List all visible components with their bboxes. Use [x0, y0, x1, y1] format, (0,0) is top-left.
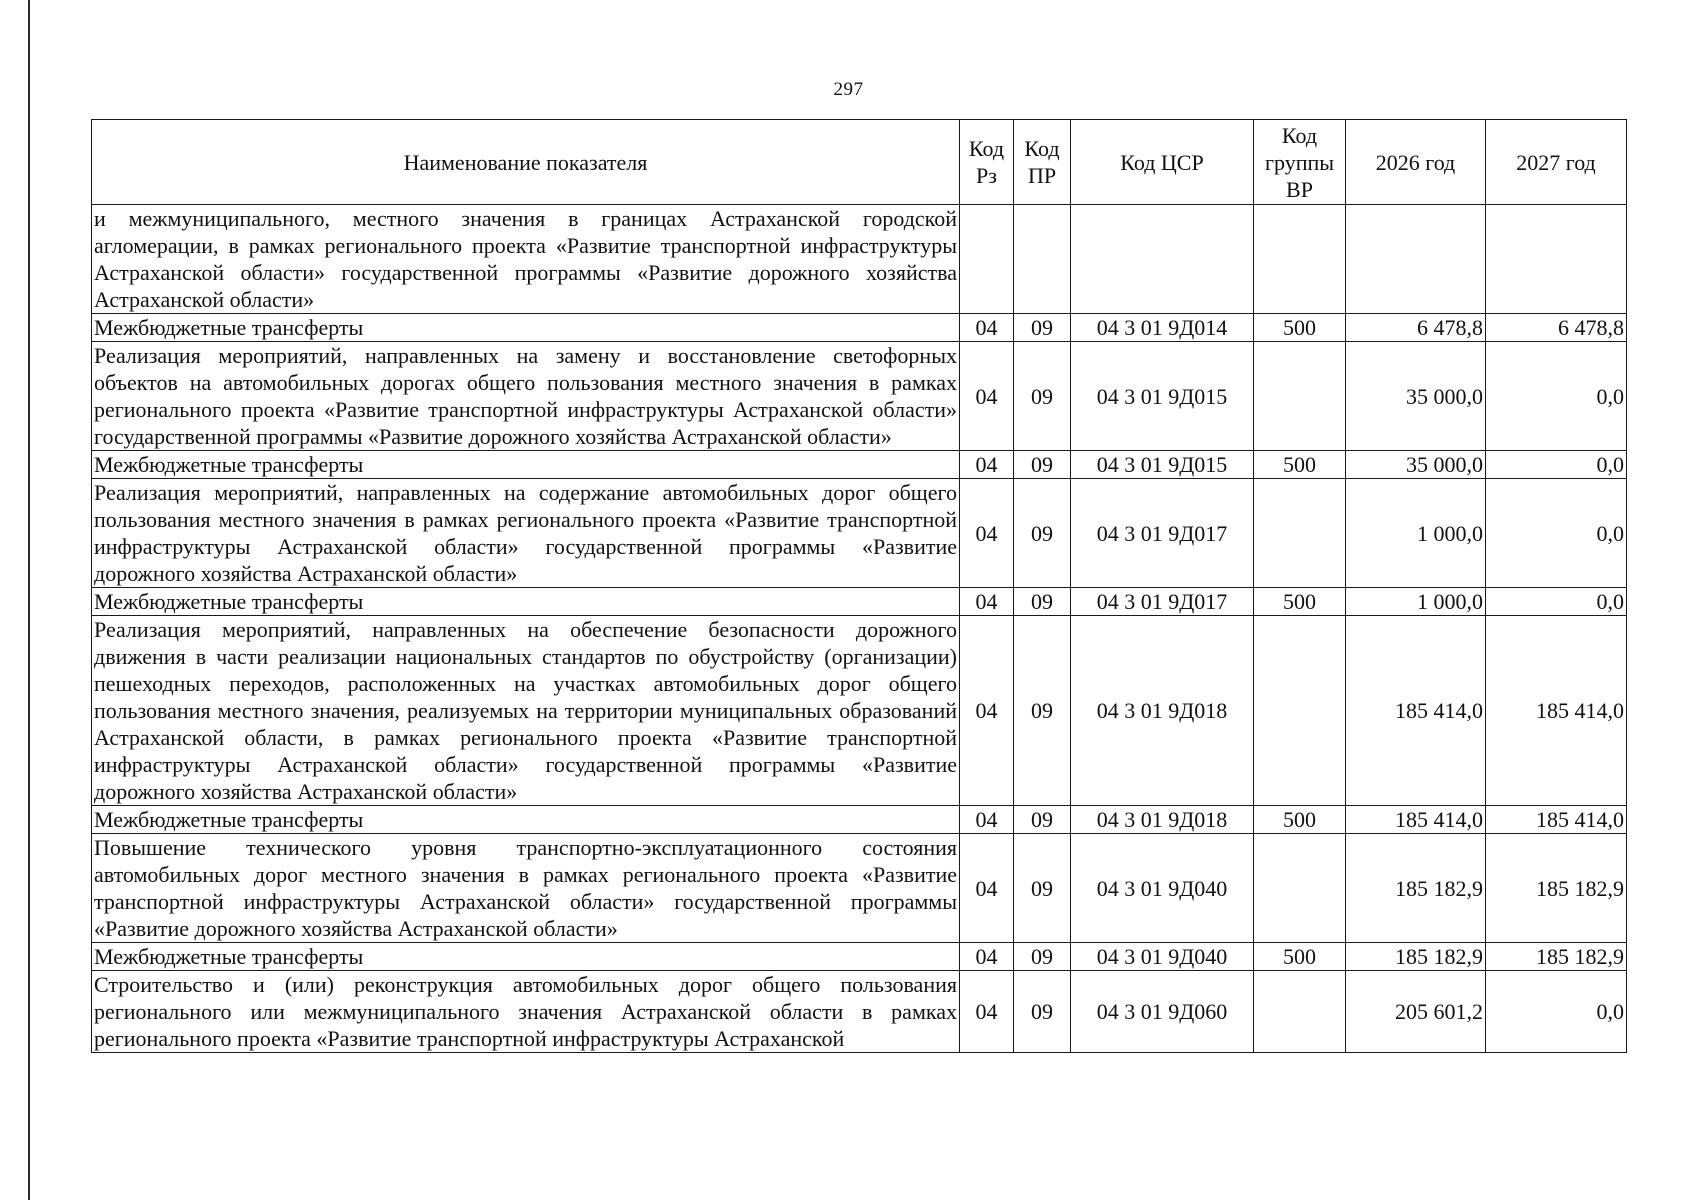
cell-vr: [1254, 479, 1346, 588]
cell-2027: 0,0: [1486, 342, 1627, 451]
cell-pr: 09: [1014, 616, 1071, 806]
cell-pr: [1014, 205, 1071, 314]
cell-2026: 1 000,0: [1346, 479, 1486, 588]
cell-csr: 04 3 01 9Д015: [1071, 342, 1254, 451]
cell-vr: 500: [1254, 451, 1346, 479]
cell-2027: 0,0: [1486, 479, 1627, 588]
cell-csr: [1071, 205, 1254, 314]
table-row: [92, 342, 1627, 451]
header-2026: 2026 год: [1346, 120, 1486, 205]
cell-pr: 09: [1014, 834, 1071, 943]
page-binding-line: [28, 0, 30, 1200]
cell-pr: 09: [1014, 451, 1071, 479]
cell-csr: 04 3 01 9Д060: [1071, 971, 1254, 1053]
header-vr: Код группы ВР: [1254, 120, 1346, 205]
cell-2027: 185 182,9: [1486, 943, 1627, 971]
cell-name: Межбюджетные трансферты: [92, 943, 960, 971]
cell-vr: [1254, 971, 1346, 1053]
table-row: [92, 205, 1627, 314]
cell-vr: [1254, 342, 1346, 451]
cell-pr: 09: [1014, 314, 1071, 342]
cell-rz: 04: [960, 806, 1014, 834]
cell-2027: 0,0: [1486, 588, 1627, 616]
cell-vr: 500: [1254, 588, 1346, 616]
table-row: [92, 943, 1627, 971]
cell-pr: 09: [1014, 342, 1071, 451]
cell-name: Реализация мероприятий, направленных на обеспечение безопасности дорожного движения в части реализации национальных стандартов по обустройству (организации) пешеходных переходов, расположенных на участках автомобильных дорог общего пользования местного значения, реализуемых на территории муниципальных образований Астраханской области, в рамках регионального проекта «Развитие транспортной инфраструктуры Астраханской области» государственной программы «Развитие дорожного хозяйства Астраханской области»: [92, 616, 960, 806]
cell-rz: 04: [960, 616, 1014, 806]
cell-name: Реализация мероприятий, направленных на замену и восстановление светофорных объектов на автомобильных дорогах общего пользования местного значения в рамках регионального проекта «Развитие транспортной инфраструктуры Астраханской области» государственной программы «Развитие дорожного хозяйства Астраханской области»: [92, 342, 960, 451]
table-row: [92, 479, 1627, 588]
cell-2026: 35 000,0: [1346, 342, 1486, 451]
table-row: [92, 971, 1627, 1053]
cell-name: Межбюджетные трансферты: [92, 451, 960, 479]
cell-csr: 04 3 01 9Д014: [1071, 314, 1254, 342]
cell-2026: 35 000,0: [1346, 451, 1486, 479]
cell-name: Межбюджетные трансферты: [92, 314, 960, 342]
cell-rz: 04: [960, 588, 1014, 616]
cell-rz: 04: [960, 451, 1014, 479]
page-number: 297: [833, 79, 864, 100]
cell-2026: 185 182,9: [1346, 834, 1486, 943]
cell-2027: 185 182,9: [1486, 834, 1627, 943]
table-row: [92, 588, 1627, 616]
header-pr: Код ПР: [1014, 120, 1071, 205]
cell-2026: [1346, 205, 1486, 314]
cell-vr: [1254, 834, 1346, 943]
header-csr: Код ЦСР: [1071, 120, 1254, 205]
cell-rz: 04: [960, 971, 1014, 1053]
cell-2027: 185 414,0: [1486, 616, 1627, 806]
cell-csr: 04 3 01 9Д018: [1071, 806, 1254, 834]
cell-pr: 09: [1014, 971, 1071, 1053]
cell-name: и межмуниципального, местного значения в границах Астраханской городской агломерации, в рамках регионального проекта «Развитие транспортной инфраструктуры Астраханской области» государственной программы «Развитие дорожного хозяйства Астраханской области»: [92, 205, 960, 314]
cell-2027: 0,0: [1486, 971, 1627, 1053]
cell-rz: 04: [960, 342, 1014, 451]
cell-vr: 500: [1254, 806, 1346, 834]
cell-vr: [1254, 616, 1346, 806]
budget-table: [91, 119, 1627, 1053]
cell-name: Межбюджетные трансферты: [92, 806, 960, 834]
header-name: Наименование показателя: [92, 120, 960, 205]
cell-vr: 500: [1254, 314, 1346, 342]
cell-name: Межбюджетные трансферты: [92, 588, 960, 616]
cell-2027: 185 414,0: [1486, 806, 1627, 834]
cell-rz: 04: [960, 943, 1014, 971]
cell-2026: 205 601,2: [1346, 971, 1486, 1053]
cell-csr: 04 3 01 9Д040: [1071, 834, 1254, 943]
cell-csr: 04 3 01 9Д017: [1071, 479, 1254, 588]
cell-2027: 0,0: [1486, 451, 1627, 479]
cell-vr: [1254, 205, 1346, 314]
cell-vr: 500: [1254, 943, 1346, 971]
table-row: [92, 806, 1627, 834]
cell-name: Строительство и (или) реконструкция автомобильных дорог общего пользования регионального или межмуниципального значения Астраханской области в рамках регионального проекта «Развитие транспортной инфраструктуры Астраханской: [92, 971, 960, 1053]
cell-rz: 04: [960, 479, 1014, 588]
table-row: [92, 616, 1627, 806]
cell-csr: 04 3 01 9Д015: [1071, 451, 1254, 479]
cell-csr: 04 3 01 9Д017: [1071, 588, 1254, 616]
cell-rz: 04: [960, 314, 1014, 342]
cell-2026: 6 478,8: [1346, 314, 1486, 342]
cell-2027: [1486, 205, 1627, 314]
cell-rz: 04: [960, 834, 1014, 943]
cell-pr: 09: [1014, 943, 1071, 971]
cell-csr: 04 3 01 9Д018: [1071, 616, 1254, 806]
table-header-row: [92, 120, 1627, 205]
cell-2026: 185 414,0: [1346, 806, 1486, 834]
table-row: [92, 314, 1627, 342]
header-2027: 2027 год: [1486, 120, 1627, 205]
cell-2026: 185 182,9: [1346, 943, 1486, 971]
cell-2026: 1 000,0: [1346, 588, 1486, 616]
cell-name: Повышение технического уровня транспортно-эксплуатационного состояния автомобильных дорог местного значения в рамках регионального проекта «Развитие транспортной инфраструктуры Астраханской области» государственной программы «Развитие дорожного хозяйства Астраханской области»: [92, 834, 960, 943]
header-rz: Код Рз: [960, 120, 1014, 205]
cell-2026: 185 414,0: [1346, 616, 1486, 806]
cell-csr: 04 3 01 9Д040: [1071, 943, 1254, 971]
cell-pr: 09: [1014, 479, 1071, 588]
cell-rz: [960, 205, 1014, 314]
cell-name: Реализация мероприятий, направленных на содержание автомобильных дорог общего пользования местного значения в рамках регионального проекта «Развитие транспортной инфраструктуры Астраханской области» государственной программы «Развитие дорожного хозяйства Астраханской области»: [92, 479, 960, 588]
cell-pr: 09: [1014, 806, 1071, 834]
table-row: [92, 451, 1627, 479]
table-row: [92, 834, 1627, 943]
cell-pr: 09: [1014, 588, 1071, 616]
cell-2027: 6 478,8: [1486, 314, 1627, 342]
